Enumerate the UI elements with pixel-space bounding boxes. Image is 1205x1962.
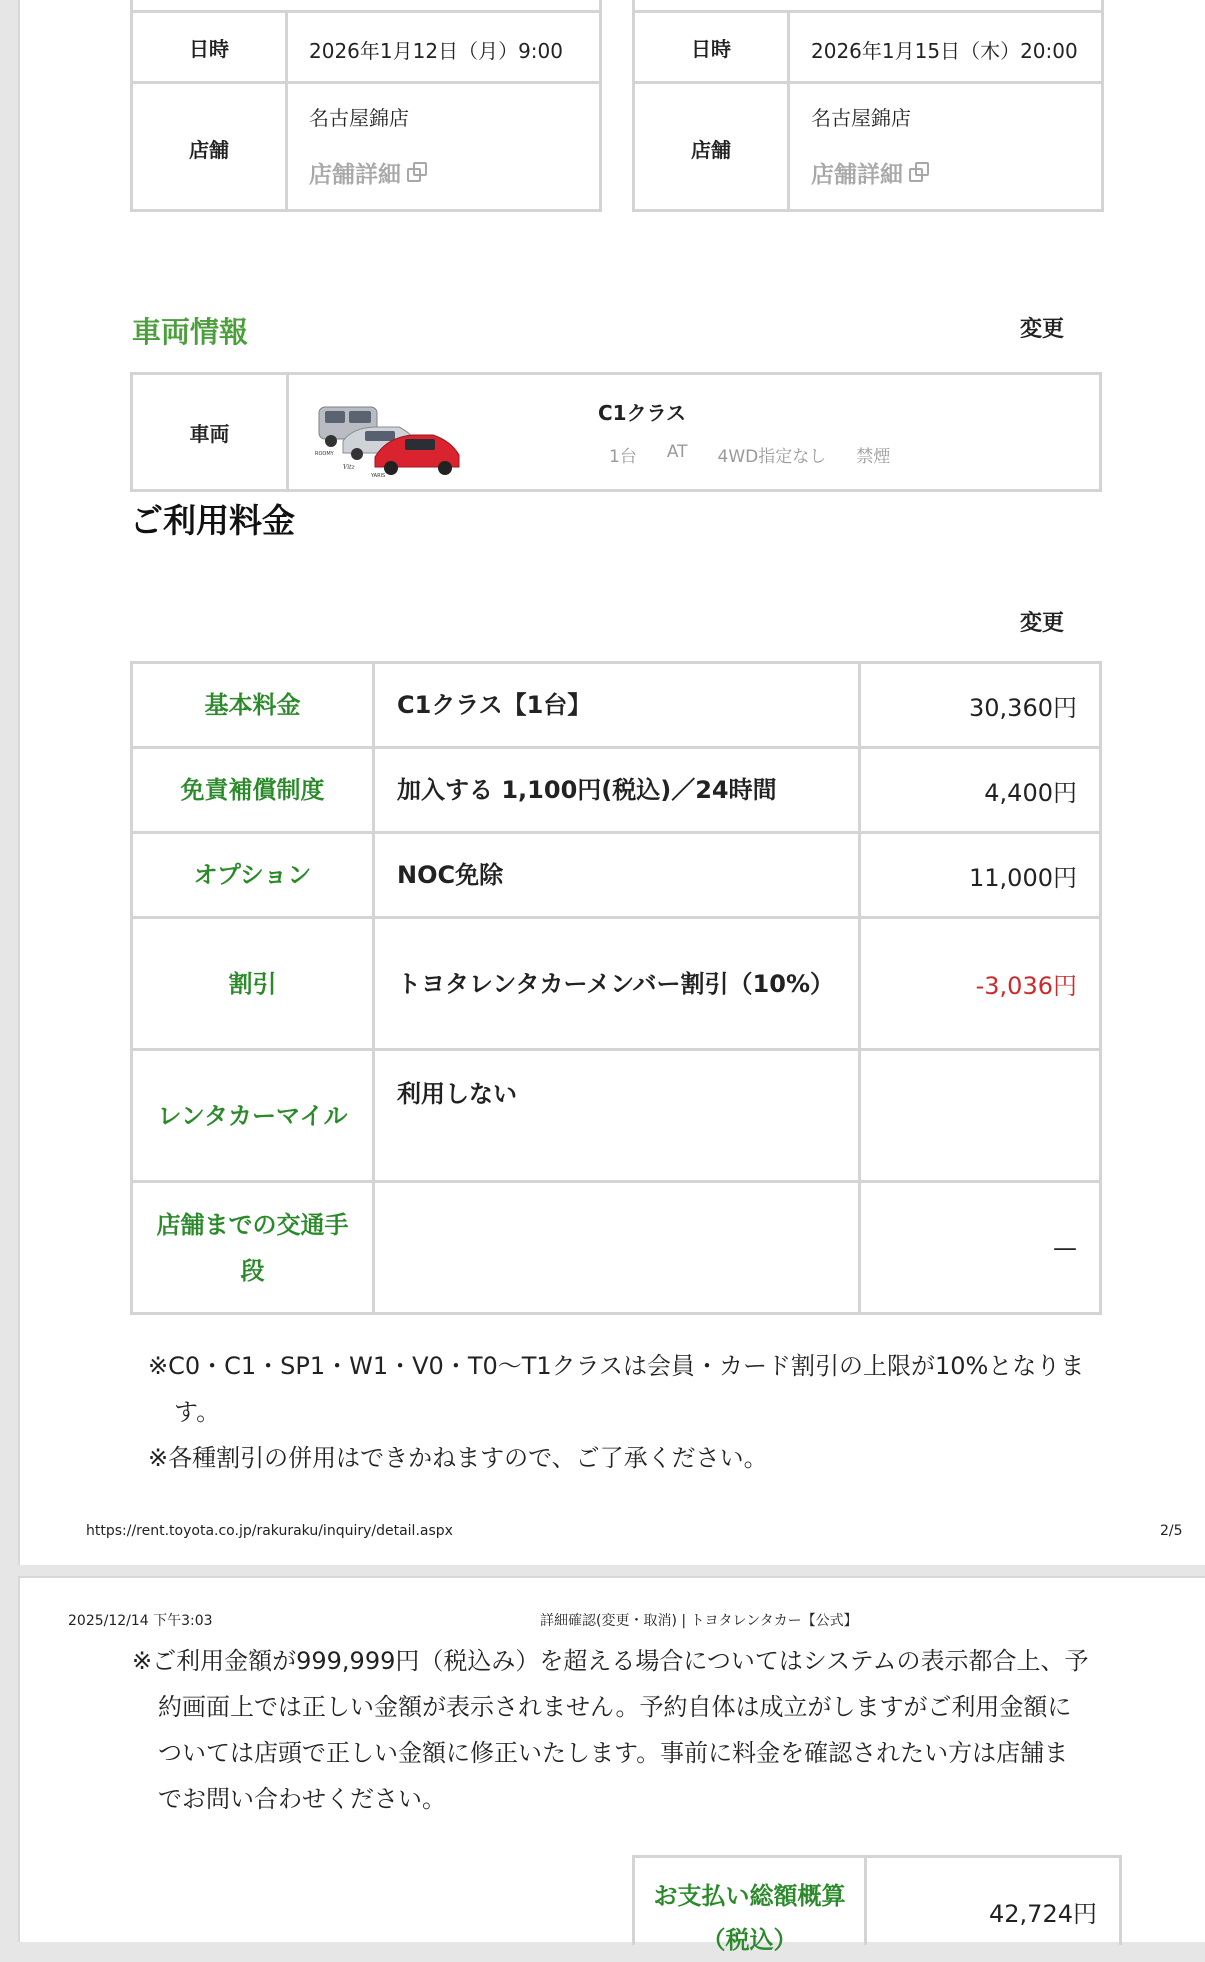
fee-amount — [860, 1050, 1101, 1182]
fee-notes — [148, 1343, 1108, 1481]
fee-desc: C1クラス【1台】 — [374, 663, 860, 748]
fee-amount: 11,000円 — [860, 833, 1101, 918]
store-detail-label: 店舗詳細 — [309, 162, 401, 188]
note-amount-limit: ※ご利用金額が999,999円（税込み）を超える場合についてはシステムの表示都合上、予約画面上では正しい金額が表示されません。予約自体は成立がしますがご利用金額については店頭で正しい金額に修正いたします。事前に料金を確認されたい方は店舗までお問い合わせください。 — [132, 1647, 1089, 1813]
fee-label: 店舗までの交通手段 — [132, 1182, 374, 1314]
pickup-datetime: 2026年1月12日（月）9:00 — [309, 39, 563, 63]
note-no-combination: ※各種割引の併用はできかねますので、ご了承ください。 — [148, 1444, 768, 1472]
total-amount: 42,724円 — [989, 1900, 1097, 1928]
footer-url: https://rent.toyota.co.jp/rakuraku/inquiry/detail.aspx — [86, 1523, 453, 1539]
return-store-detail-link[interactable] — [811, 156, 931, 189]
fee-label: レンタカーマイル — [132, 1050, 374, 1182]
vehicle-table — [130, 372, 1102, 492]
store-detail-label: 店舗詳細 — [811, 162, 903, 188]
table-row — [132, 1050, 1101, 1182]
total-label: お支払い総額概算（税込） — [635, 1858, 867, 1945]
fee-amount: — — [860, 1182, 1101, 1314]
datetime-label: 日時 — [635, 13, 790, 81]
car-image — [313, 401, 463, 479]
external-window-icon — [909, 162, 931, 184]
logo-yaris: YARIS — [371, 473, 386, 479]
tag-count: 1台 — [609, 447, 637, 467]
vehicle-change-link[interactable]: 変更 — [1020, 317, 1065, 342]
print-title: 詳細確認(変更・取消) | トヨタレンタカー【公式】 — [540, 1613, 858, 1629]
table-row — [132, 748, 1101, 833]
return-info — [632, 0, 1104, 212]
logo-roomy: ROOMY — [315, 451, 334, 457]
fee-desc: 利用しない — [374, 1050, 860, 1182]
fee-amount: 4,400円 — [860, 748, 1101, 833]
fee-section-title: ご利用料金 — [130, 501, 295, 540]
vehicle-section-title: 車両情報 — [132, 315, 249, 349]
tag-smoking: 禁煙 — [856, 447, 891, 467]
return-store-row — [635, 81, 1101, 212]
car-tags — [609, 442, 890, 467]
print-date: 2025/12/14 下午3:03 — [68, 1613, 213, 1629]
table-row — [132, 918, 1101, 1050]
return-datetime: 2026年1月15日（木）20:00 — [811, 39, 1078, 63]
fee-desc: 加入する 1,100円(税込)／24時間 — [374, 748, 860, 833]
pickup-datetime-row — [133, 10, 599, 81]
total-table — [632, 1855, 1122, 1954]
fee-desc — [374, 1182, 860, 1314]
vehicle-label: 車両 — [133, 375, 289, 489]
return-store: 名古屋錦店 — [811, 106, 911, 130]
car-class: C1クラス — [598, 401, 686, 425]
pickup-store-detail-link[interactable] — [309, 156, 429, 189]
fee-label: 基本料金 — [132, 663, 374, 748]
fee-desc: NOC免除 — [374, 833, 860, 918]
return-datetime-row — [635, 10, 1101, 81]
pickup-info — [130, 0, 602, 212]
pdf-page-3 — [18, 1576, 1205, 1954]
amount-notice — [132, 1638, 1092, 1822]
external-window-icon — [407, 162, 429, 184]
logo-vitz: Vitz — [343, 464, 355, 471]
pickup-store: 名古屋錦店 — [309, 106, 409, 130]
table-row — [132, 833, 1101, 918]
store-label: 店舗 — [133, 84, 288, 212]
tag-4wd: 4WD指定なし — [717, 447, 827, 467]
fee-amount: 30,360円 — [860, 663, 1101, 748]
table-row — [132, 663, 1101, 748]
fee-label: 割引 — [132, 918, 374, 1050]
table-row — [132, 1182, 1101, 1314]
pdf-page-2 — [18, 0, 1205, 1565]
store-label: 店舗 — [635, 84, 790, 212]
fee-desc: トヨタレンタカーメンバー割引（10%） — [374, 918, 860, 1050]
fee-amount: -3,036円 — [860, 918, 1101, 1050]
fee-label: オプション — [132, 833, 374, 918]
fee-change-link[interactable]: 変更 — [1020, 611, 1065, 636]
datetime-label: 日時 — [133, 13, 288, 81]
fee-table — [130, 661, 1102, 1315]
note-discount-cap: ※C0・C1・SP1・W1・V0・T0〜T1クラスは会員・カード割引の上限が10%となります。 — [148, 1352, 1085, 1426]
fee-label: 免責補償制度 — [132, 748, 374, 833]
tag-transmission: AT — [666, 442, 688, 462]
pickup-store-row — [133, 81, 599, 212]
page-number: 2/5 — [1160, 1523, 1183, 1539]
